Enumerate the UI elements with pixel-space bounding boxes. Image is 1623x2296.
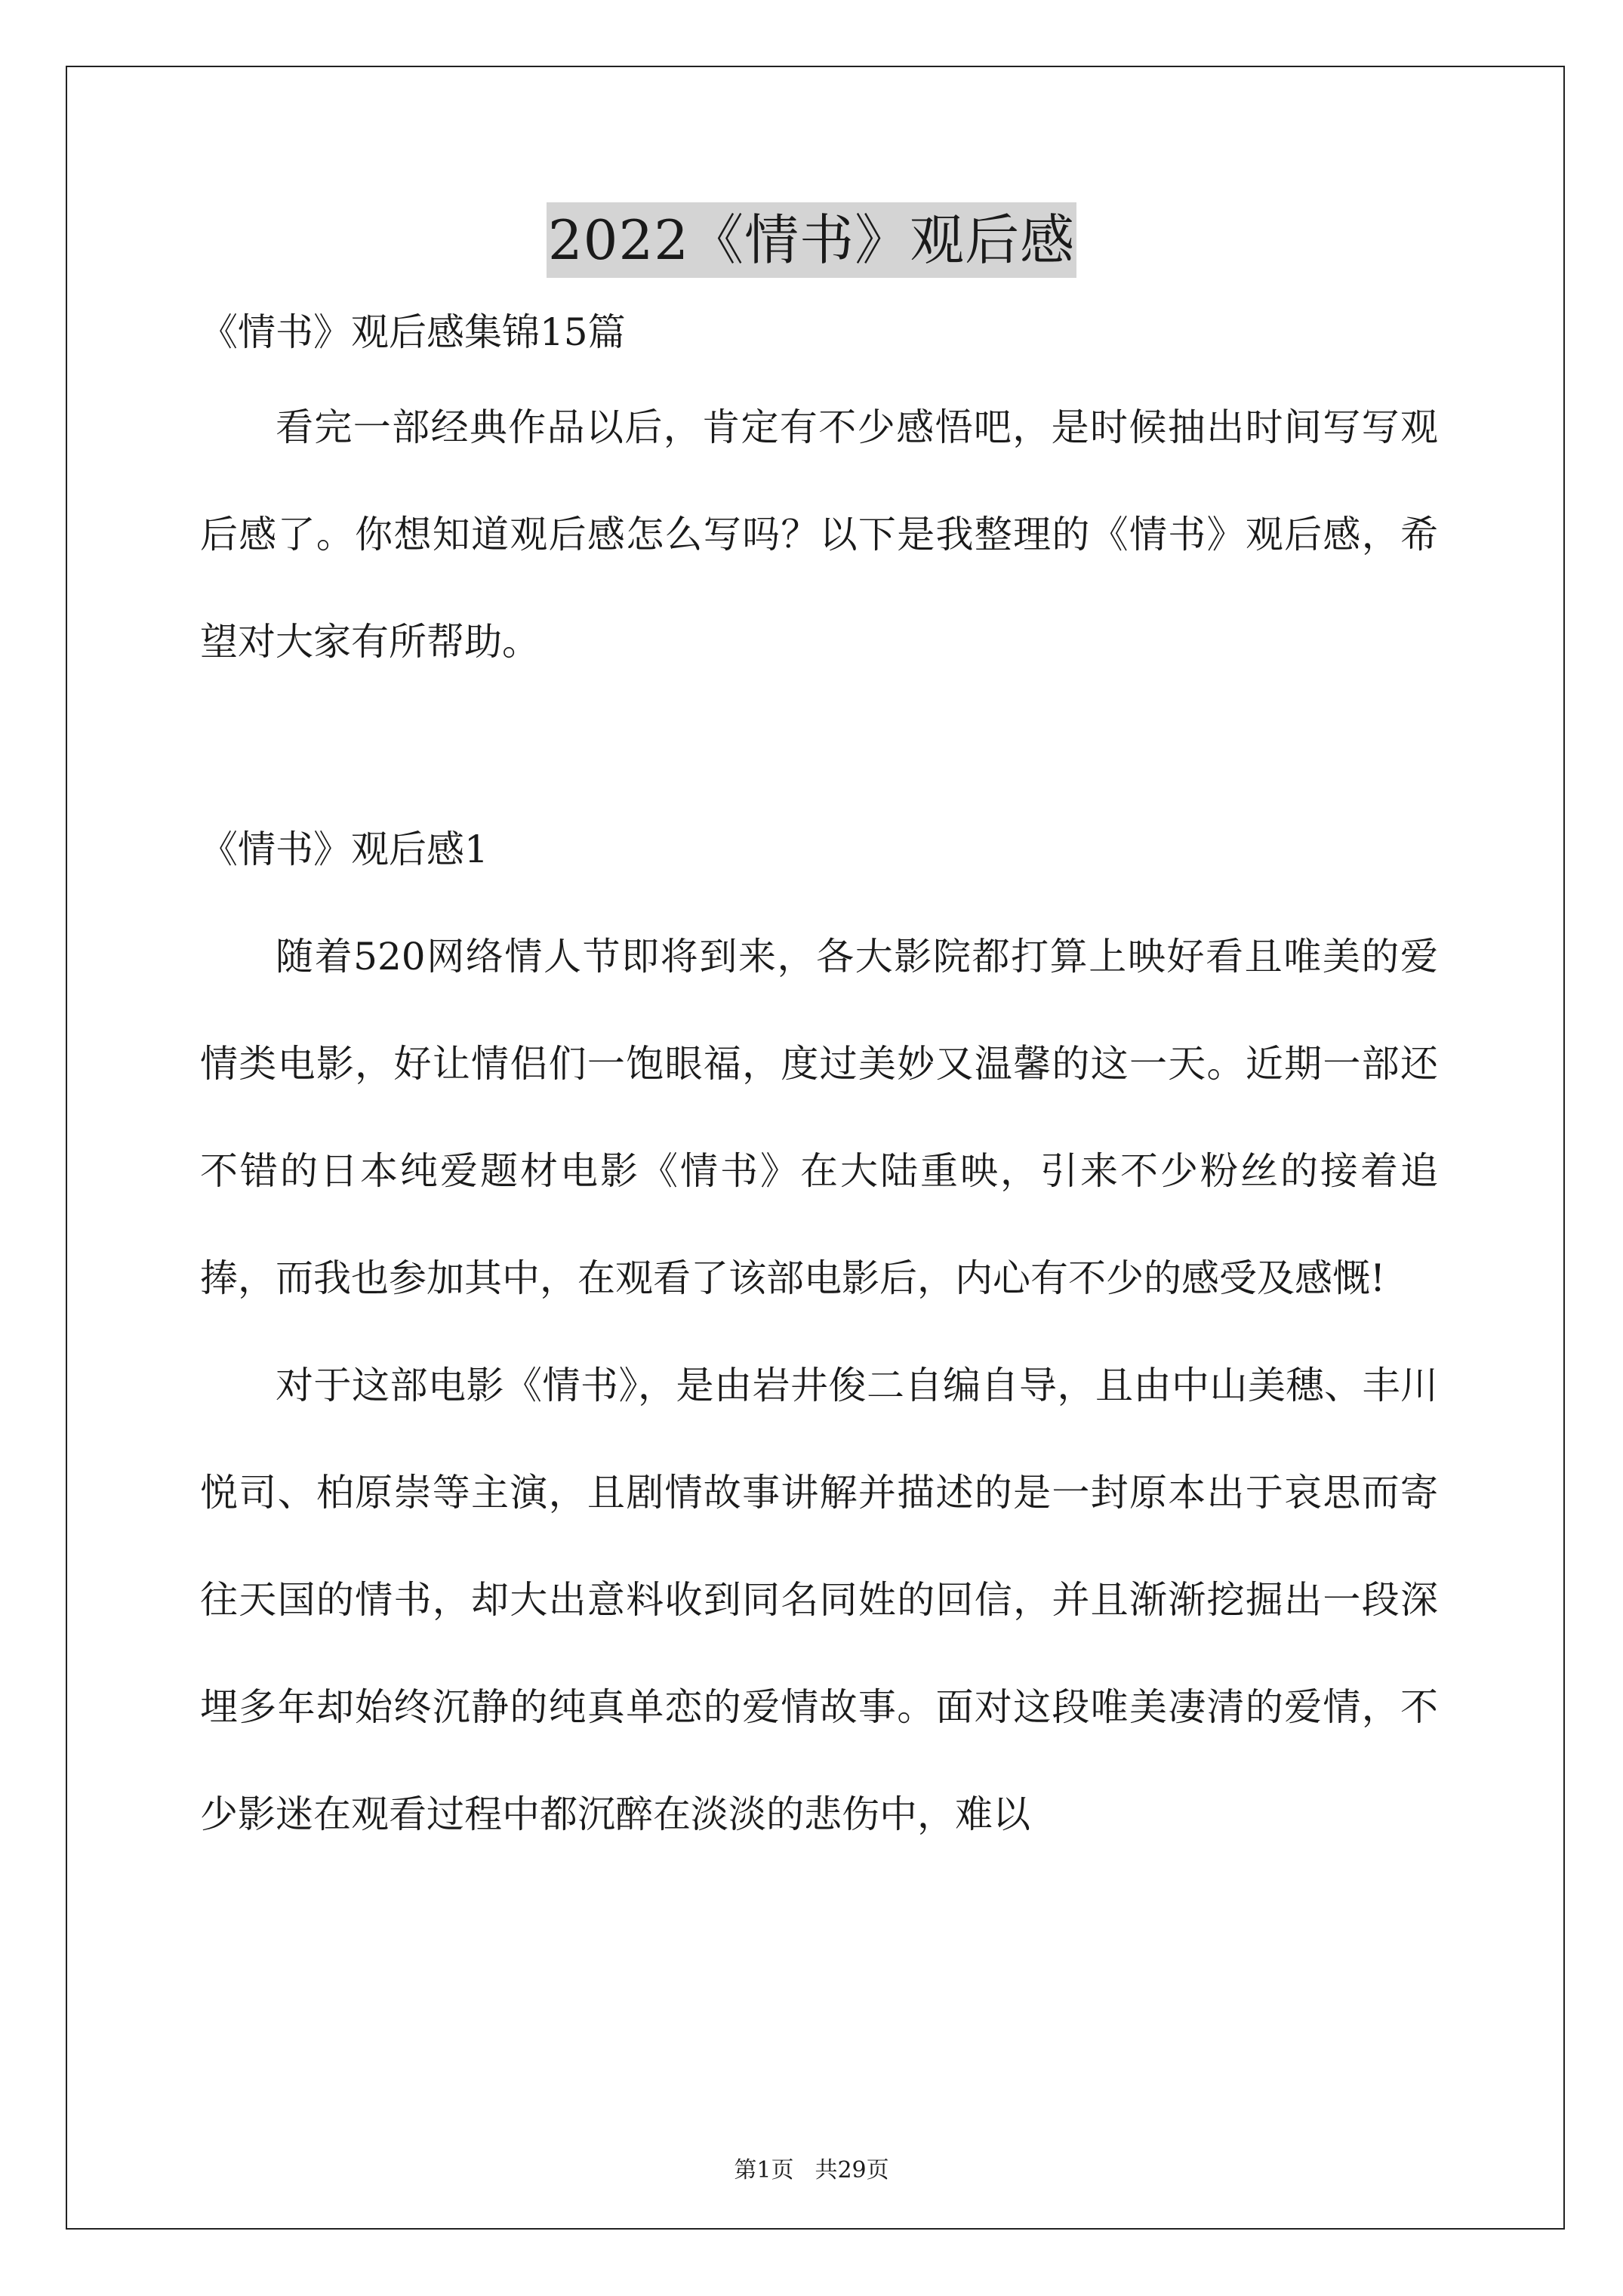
body-paragraph-2: 对于这部电影《情书》，是由岩井俊二自编自导，且由中山美穗、丰川悦司、柏原崇等主演，且剧情故事讲解并描述的是一封原本出于哀思而寄往天国的情书，却大出意料收到同名同姓的回信，并且渐渐挖掘出一段深埋多年却始终沉静的纯真单恋的爱情故事。面对这段唯美凄清的爱情，不少影迷在观看过程中都沉醉在淡淡的悲伤中，难以 [200,1364,1438,1836]
page-total: 共29页 [815,2157,889,2184]
document-body [200,306,1438,1868]
page-number: 第1页 [734,2157,794,2184]
body-paragraph-1: 随着520网络情人节即将到来，各大影院都打算上映好看且唯美的爱情类电影，好让情侣们一饱眼福，度过美妙又温馨的这一天。近期一部还不错的日本纯爱题材电影《情书》在大陆重映，引来不少粉丝的接着追捧，而我也参加其中，在观看了该部电影后，内心有不少的感受及感慨! [200,935,1438,1300]
intro-paragraph: 看完一部经典作品以后，肯定有不少感悟吧，是时候抽出时间写写观后感了。你想知道观后感怎么写吗？以下是我整理的《情书》观后感，希望对大家有所帮助。 [200,405,1438,664]
document-subtitle: 《情书》观后感集锦15篇 [200,310,626,354]
section-heading: 《情书》观后感1 [200,827,488,871]
page-footer [0,2156,1623,2186]
document-title: 2022《情书》观后感 [547,202,1076,278]
title-container [0,202,1623,278]
